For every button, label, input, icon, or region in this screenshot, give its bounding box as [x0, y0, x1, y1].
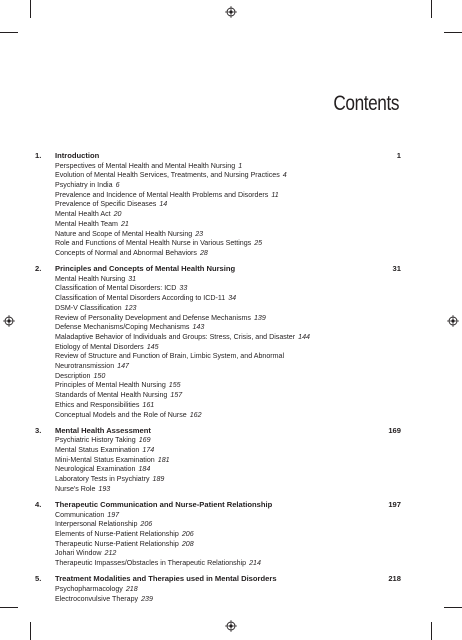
- toc-entry[interactable]: [55, 465, 401, 475]
- crop-mark-bottom-left: [0, 607, 18, 608]
- toc-entry-page-number: 139: [253, 313, 266, 322]
- chapter-heading[interactable]: [35, 574, 401, 585]
- registration-mark-bottom-icon: [225, 620, 237, 632]
- toc-entry[interactable]: [55, 249, 401, 259]
- toc-entry-title: Psychiatry in India: [55, 181, 113, 189]
- toc-entry-page-number: 181: [157, 455, 170, 464]
- toc-entry-title: Concepts of Normal and Abnormal Behaviors: [55, 248, 197, 257]
- toc-entry[interactable]: [55, 391, 401, 401]
- chapter-title: Therapeutic Communication and Nurse-Patient Relationship: [55, 500, 273, 510]
- crop-mark-top-right: [444, 32, 462, 33]
- toc-entry-title: Review of Personality Development and Defense Mechanisms: [55, 313, 251, 322]
- toc-entry-page-number: 161: [142, 400, 155, 409]
- toc-chapter: [35, 426, 401, 495]
- toc-entry-page-number: 155: [168, 381, 181, 390]
- chapter-page-number: 218: [388, 574, 401, 584]
- toc-entry-title: Classification of Mental Disorders: ICD: [55, 284, 177, 293]
- toc-entry[interactable]: [55, 475, 401, 485]
- toc-entry-page-number: 25: [254, 239, 263, 248]
- toc-entry-title: Review of Structure and Function of Brain, Limbic System, and Abnormal: [55, 352, 285, 361]
- chapter-entries: [35, 511, 401, 569]
- toc-entry-page-number: 28: [199, 248, 208, 257]
- toc-entry-title: Classification of Mental Disorders According to ICD-11: [55, 294, 226, 303]
- toc-entry-page-number: 14: [159, 200, 168, 209]
- toc-entry[interactable]: [55, 446, 401, 456]
- toc-entry-page-number: 123: [124, 303, 137, 312]
- chapter-heading[interactable]: [35, 500, 401, 511]
- toc-entry[interactable]: [55, 411, 401, 421]
- chapter-heading[interactable]: [35, 151, 401, 162]
- chapter-heading[interactable]: [35, 426, 401, 437]
- toc-entry-title: DSM-V Classification: [55, 303, 122, 312]
- toc-entry[interactable]: [55, 485, 401, 495]
- toc-entry[interactable]: [55, 162, 401, 172]
- toc-entry-title: Conceptual Models and the Role of Nurse: [55, 410, 187, 419]
- chapter-entries: [35, 585, 401, 604]
- toc-entry-page-number: 174: [142, 446, 155, 455]
- toc-entry[interactable]: [55, 314, 401, 324]
- toc-chapter: [35, 264, 401, 420]
- toc-entry-title: Psychiatric History Taking: [55, 436, 136, 445]
- toc-entry-title: Mental Health Team: [55, 219, 118, 228]
- chapter-number: 3.: [35, 425, 42, 435]
- toc-entry-title: Nature and Scope of Mental Health Nursing: [55, 229, 193, 238]
- toc-entry[interactable]: [55, 549, 401, 559]
- toc-entry-page-number: 145: [146, 342, 159, 351]
- toc-entry-title: Role and Functions of Mental Health Nurse in Various Settings: [55, 239, 252, 248]
- toc-entry-title: Defense Mechanisms/Coping Mechanisms: [55, 323, 190, 332]
- toc-entry-page-number: 197: [107, 510, 120, 519]
- toc-entry-page-number: 239: [141, 594, 153, 603]
- toc-entry-title: Electroconvulsive Therapy: [55, 594, 139, 603]
- toc-entry[interactable]: [55, 323, 401, 333]
- toc-entry[interactable]: [55, 333, 401, 343]
- table-of-contents: [35, 151, 401, 610]
- chapter-heading[interactable]: [35, 264, 401, 275]
- toc-entry-page-number: 33: [179, 284, 188, 293]
- toc-entry[interactable]: [55, 220, 401, 230]
- toc-chapter: [35, 500, 401, 569]
- toc-entry[interactable]: [55, 520, 401, 530]
- toc-entry-page-number: 21: [120, 219, 129, 228]
- toc-entry-page-number: 20: [113, 210, 122, 219]
- toc-entry-page-number: 169: [138, 436, 151, 445]
- chapter-number: 2.: [35, 264, 42, 274]
- toc-entry-title: Mental Health Nursing: [55, 274, 126, 283]
- toc-entry-page-number: 34: [228, 294, 237, 303]
- chapter-page-number: 169: [388, 425, 401, 435]
- toc-entry-page-number: 144: [298, 332, 310, 341]
- toc-entry-title: Mental Health Act: [55, 210, 111, 219]
- toc-entry[interactable]: [55, 275, 401, 285]
- toc-entry-title: Ethics and Responsibilities: [55, 400, 140, 409]
- toc-entry-page-number: 212: [104, 549, 117, 558]
- toc-entry-title: Evolution of Mental Health Services, Treatments, and Nursing Practices: [55, 171, 280, 180]
- toc-entry-title: Mini-Mental Status Examination: [55, 455, 155, 464]
- toc-entry-title: Maladaptive Behavior of Individuals and Groups: Stress, Crisis, and Disaster: [55, 332, 296, 341]
- toc-entry-title: Nurse's Role: [55, 484, 96, 493]
- registration-mark-top-icon: [225, 6, 237, 18]
- toc-entry[interactable]: [55, 511, 401, 521]
- chapter-title: Principles and Concepts of Mental Health Nursing: [55, 264, 236, 274]
- toc-entry-title: Interpersonal Relationship: [55, 520, 138, 529]
- toc-entry-title: Laboratory Tests in Psychiatry: [55, 475, 150, 484]
- toc-entry-title: Etiology of Mental Disorders: [55, 342, 144, 351]
- crop-mark-top-right-vertical: [431, 0, 432, 18]
- toc-entry-page-number: 214: [249, 559, 261, 568]
- toc-entry-title: Description: [55, 371, 91, 380]
- toc-entry[interactable]: [55, 284, 401, 294]
- toc-entry-page-number: 208: [181, 539, 194, 548]
- toc-entry[interactable]: [55, 585, 401, 595]
- toc-entry-page-number: 157: [170, 391, 183, 400]
- crop-mark-bottom-right-vertical: [431, 622, 432, 640]
- toc-entry-page-number: 143: [192, 323, 205, 332]
- toc-entry-title: Psychopharmacology: [55, 584, 123, 593]
- toc-chapter: [35, 151, 401, 259]
- toc-entry-page-number: 147: [117, 362, 129, 371]
- chapter-page-number: 197: [388, 500, 401, 510]
- toc-entry[interactable]: [55, 239, 401, 249]
- registration-mark-right-icon: [447, 315, 459, 327]
- crop-mark-bottom-left-vertical: [30, 622, 31, 640]
- toc-entry[interactable]: [55, 210, 401, 220]
- toc-entry-title: Principles of Mental Health Nursing: [55, 381, 166, 390]
- crop-mark-bottom-right: [444, 607, 462, 608]
- toc-entry-title: Neurotransmission: [55, 362, 115, 371]
- toc-entry-page-number: 206: [181, 530, 194, 539]
- toc-entry-page-number: 1: [238, 161, 243, 170]
- toc-entry-page-number: 193: [98, 484, 111, 493]
- toc-entry-title: Elements of Nurse-Patient Relationship: [55, 530, 179, 539]
- toc-entry-page-number: 23: [195, 229, 204, 238]
- toc-entry[interactable]: [55, 230, 401, 240]
- toc-entry-title: Neurological Examination: [55, 465, 136, 474]
- toc-entry[interactable]: [55, 540, 401, 550]
- toc-entry[interactable]: [55, 343, 401, 353]
- toc-entry-title: Prevalence of Specific Diseases: [55, 200, 157, 209]
- toc-entry-title: Communication: [55, 510, 105, 519]
- registration-mark-left-icon: [3, 315, 15, 327]
- toc-chapter: [35, 574, 401, 604]
- toc-entry[interactable]: [55, 200, 401, 210]
- toc-entry[interactable]: [55, 352, 401, 362]
- page-title: Contents: [333, 92, 399, 115]
- toc-entry[interactable]: [55, 381, 401, 391]
- toc-entry[interactable]: [55, 436, 401, 446]
- toc-entry[interactable]: [55, 191, 401, 201]
- toc-entry-title: Prevalence and Incidence of Mental Health Problems and Disorders: [55, 190, 269, 199]
- toc-entry-title: Johari Window: [55, 549, 102, 558]
- toc-entry-page-number: 189: [152, 475, 165, 484]
- toc-entry-page-number: 206: [140, 520, 153, 529]
- chapter-number: 4.: [35, 500, 42, 510]
- chapter-entries: [35, 162, 401, 259]
- toc-entry-title: Perspectives of Mental Health and Mental Health Nursing: [55, 161, 236, 170]
- toc-entry-page-number: 184: [138, 465, 151, 474]
- toc-entry-page-number: 4: [282, 171, 287, 180]
- toc-entry-title: Standards of Mental Health Nursing: [55, 391, 168, 400]
- toc-entry-title: Therapeutic Impasses/Obstacles in Therapeutic Relationship: [55, 559, 247, 568]
- crop-mark-top-left: [0, 32, 18, 33]
- toc-entry-page-number: 6: [115, 181, 120, 189]
- chapter-number: 5.: [35, 574, 42, 584]
- chapter-entries: [35, 436, 401, 494]
- toc-entry[interactable]: [55, 362, 401, 372]
- toc-entry[interactable]: [55, 372, 401, 382]
- chapter-page-number: 1: [396, 151, 401, 160]
- toc-entry[interactable]: [55, 181, 401, 191]
- toc-entry-page-number: 162: [189, 410, 202, 419]
- toc-entry[interactable]: [55, 171, 401, 181]
- toc-entry-title: Mental Status Examination: [55, 446, 140, 455]
- toc-entry[interactable]: [55, 304, 401, 314]
- toc-entry[interactable]: [55, 401, 401, 411]
- toc-entry[interactable]: [55, 456, 401, 466]
- toc-entry-page-number: 218: [125, 584, 138, 593]
- toc-entry[interactable]: [55, 559, 401, 569]
- chapter-entries: [35, 275, 401, 421]
- chapter-title: Treatment Modalities and Therapies used in Mental Disorders: [55, 574, 277, 584]
- toc-entry-page-number: 31: [128, 274, 137, 283]
- toc-entry[interactable]: [55, 294, 401, 304]
- chapter-title: Introduction: [55, 151, 100, 160]
- toc-entry[interactable]: [55, 530, 401, 540]
- chapter-page-number: 31: [392, 264, 401, 274]
- toc-entry-page-number: 11: [271, 190, 279, 199]
- crop-mark-top-left-vertical: [30, 0, 31, 18]
- toc-entry-title: Therapeutic Nurse-Patient Relationship: [55, 539, 179, 548]
- chapter-title: Mental Health Assessment: [55, 425, 151, 435]
- toc-entry-page-number: 150: [93, 371, 106, 380]
- toc-entry[interactable]: [55, 595, 401, 605]
- chapter-number: 1.: [35, 151, 42, 160]
